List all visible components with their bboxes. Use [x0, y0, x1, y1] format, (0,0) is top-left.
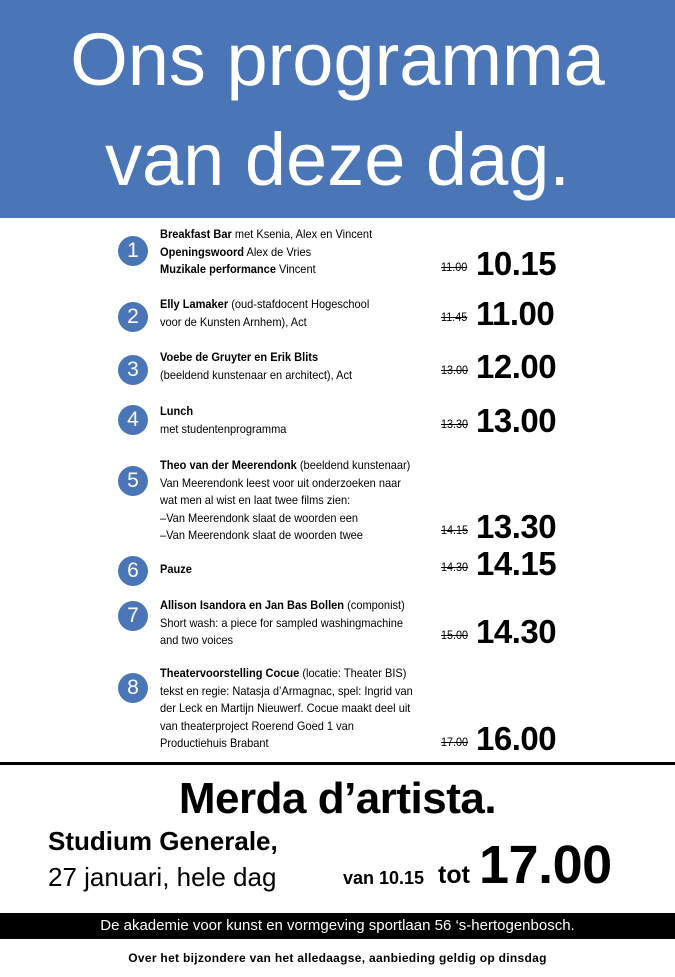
- description-text: Van Meerendonk leest voor uit onderzoeken naar: [160, 475, 401, 490]
- description-line: [160, 403, 422, 421]
- description-bold: Lunch: [160, 404, 194, 418]
- description-bold: Voebe de Gruyter en Erik Blits: [160, 350, 319, 364]
- description-text: –Van Meerendonk slaat de woorden twee: [160, 528, 363, 542]
- description-bold: Theatervoorstelling Cocue: [160, 666, 300, 680]
- new-time: 11.00: [476, 295, 555, 332]
- description-text: Vincent: [275, 262, 316, 276]
- footer-note: Over het bijzondere van het alledaagse, aanbieding geldig op dinsdag: [128, 951, 547, 965]
- header-banner: [0, 0, 675, 218]
- item-number-badge: 6: [118, 556, 148, 586]
- new-time: 16.00: [476, 720, 557, 757]
- new-time: 12.00: [476, 348, 557, 385]
- description-text: (beeldend kunstenaar): [296, 458, 411, 472]
- description-text: voor de Kunsten Arnhem), Act: [160, 314, 307, 329]
- item-description: [160, 457, 422, 545]
- description-line: [160, 615, 422, 633]
- description-line: [160, 683, 422, 701]
- item-description: [160, 226, 422, 279]
- description-line: [160, 314, 422, 332]
- item-number-badge: 8: [118, 673, 148, 703]
- description-line: [160, 735, 422, 753]
- description-text: der Leck en Martijn Nieuwerf. Cocue maakt deel uit: [160, 701, 411, 715]
- old-time: 14.15: [441, 523, 469, 537]
- old-time: 13.30: [441, 417, 469, 431]
- description-text: (oud-stafdocent Hogeschool: [228, 297, 370, 311]
- description-bold: Allison Isandora en Jan Bas Bollen: [160, 598, 345, 612]
- description-line: [160, 632, 422, 650]
- old-time: 11.00: [441, 260, 468, 274]
- description-line: [160, 261, 422, 279]
- description-text: (locatie: Theater BIS): [299, 666, 407, 680]
- item-description: [160, 665, 422, 753]
- description-text: Short wash: a piece for sampled washingmachine: [160, 615, 404, 630]
- description-line: [160, 700, 422, 718]
- item-description: [160, 597, 422, 650]
- item-description: [160, 403, 422, 438]
- description-line: [160, 457, 422, 475]
- description-bold: Theo van der Meerendonk: [160, 458, 297, 472]
- new-time: 14.30: [476, 613, 557, 650]
- description-text: Alex de Vries: [244, 244, 312, 259]
- description-text: met studentenprogramma: [160, 421, 287, 436]
- old-time: 17.00: [441, 735, 469, 749]
- description-bold: Pauze: [160, 562, 192, 576]
- new-time: 14.15: [476, 545, 557, 582]
- description-text: Productiehuis Brabant: [160, 736, 269, 750]
- new-time: 10.15: [476, 245, 557, 282]
- description-line: [160, 665, 422, 683]
- item-number-badge: 5: [118, 466, 148, 496]
- description-line: [160, 561, 422, 579]
- description-bold: Breakfast Bar: [160, 227, 232, 241]
- description-bold: Muzikale performance: [160, 262, 276, 276]
- description-line: [160, 527, 422, 545]
- end-time: 17.00: [479, 835, 612, 895]
- item-number-badge: 1: [118, 236, 148, 266]
- description-line: [160, 226, 422, 244]
- description-line: [160, 597, 422, 615]
- start-time: van 10.15: [343, 868, 425, 888]
- item-number-badge: 4: [118, 405, 148, 435]
- headline-line-1: Ons programma: [70, 18, 605, 101]
- new-time: 13.30: [476, 508, 557, 545]
- to-word: tot: [438, 861, 470, 889]
- event-title: Merda d’artista.: [178, 774, 497, 823]
- new-time: 13.00: [476, 402, 557, 439]
- description-line: [160, 475, 422, 493]
- description-line: [160, 421, 422, 439]
- description-line: [160, 349, 422, 367]
- description-line: [160, 244, 422, 262]
- description-text: met Ksenia, Alex en Vincent: [231, 227, 373, 241]
- old-time: 15.00: [441, 628, 469, 642]
- item-description: [160, 561, 422, 579]
- item-number-badge: 3: [118, 355, 148, 385]
- headline-line-2: van deze dag.: [105, 118, 570, 201]
- description-text: and two voices: [160, 633, 234, 647]
- old-time: 13.00: [441, 363, 469, 377]
- old-time: 14.30: [441, 560, 469, 574]
- divider: [0, 762, 675, 765]
- description-text: (beeldend kunstenaar en architect), Act: [160, 367, 353, 382]
- item-number-badge: 7: [118, 601, 148, 631]
- description-line: [160, 510, 422, 528]
- description-text: van theaterproject Roerend Goed 1 van: [160, 718, 354, 733]
- item-number-badge: 2: [118, 302, 148, 332]
- description-text: –Van Meerendonk slaat de woorden een: [160, 510, 359, 525]
- description-line: [160, 296, 422, 314]
- item-description: [160, 296, 422, 331]
- description-bold: Elly Lamaker: [160, 297, 229, 311]
- description-line: [160, 718, 422, 736]
- item-description: [160, 349, 422, 384]
- address-bar: De akademie voor kunst en vormgeving sportlaan 56 ‘s-hertogenbosch.: [0, 913, 675, 939]
- organizer: Studium Generale,: [48, 826, 278, 856]
- description-text: wat men al wist en laat twee films zien:: [160, 493, 351, 507]
- description-line: [160, 367, 422, 385]
- description-text: (componist): [344, 598, 405, 612]
- old-time: 11.45: [441, 310, 468, 324]
- description-text: tekst en regie: Natasja d’Armagnac, spel: Ingrid van: [160, 683, 413, 698]
- description-line: [160, 492, 422, 510]
- event-date: 27 januari, hele dag: [48, 862, 277, 892]
- description-bold: Openingswoord: [160, 244, 245, 259]
